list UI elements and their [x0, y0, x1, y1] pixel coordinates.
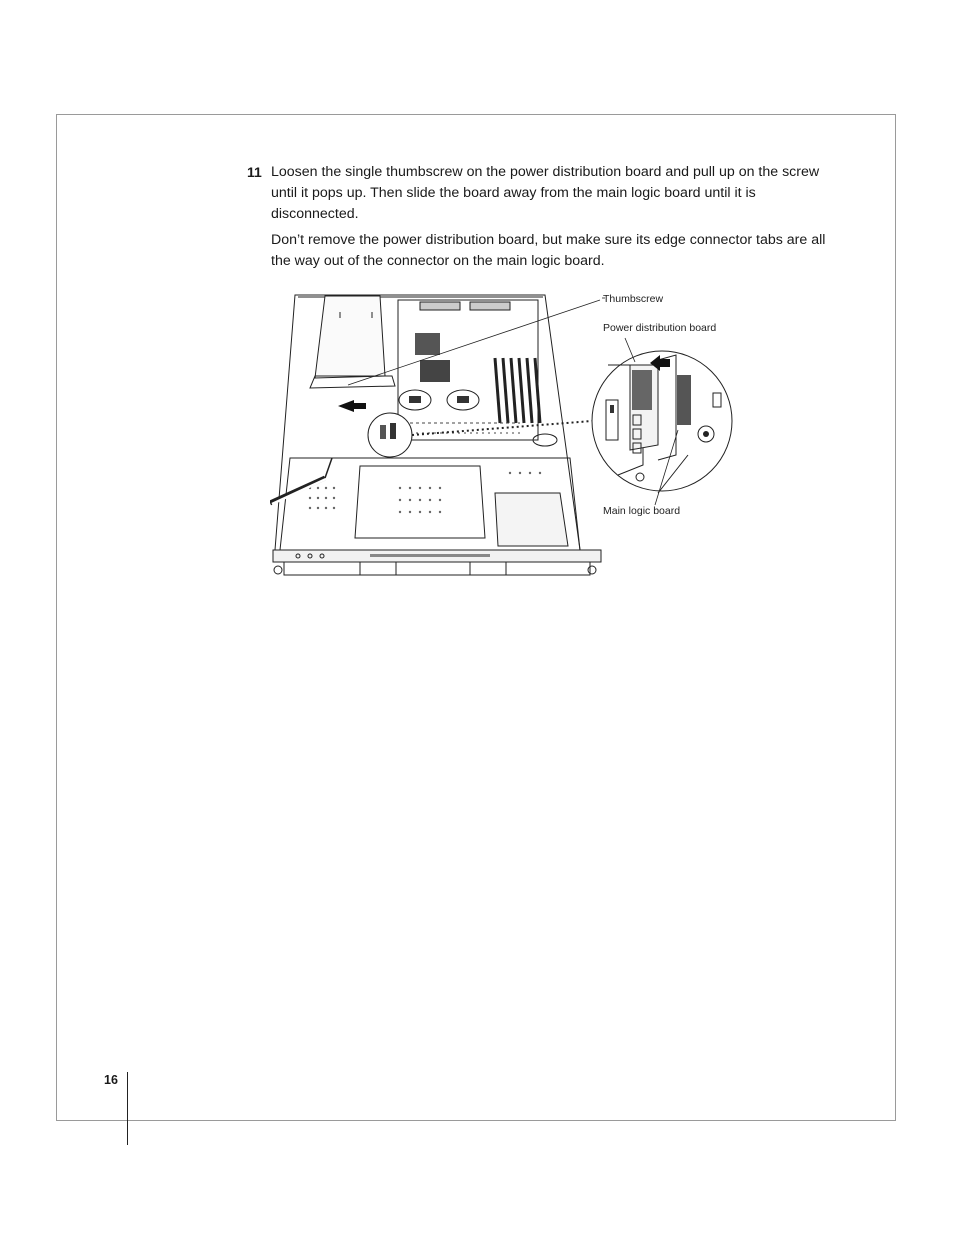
callout-leaders: [600, 330, 680, 510]
step-instruction: Loosen the single thumbscrew on the power distribution board and pull up on the screw until it pops up. Then slide the board away from the main logic board until it is disconnected.: [271, 164, 820, 222]
callout-power-distribution-board: Power distribution board: [603, 322, 717, 334]
power-supply: [310, 296, 395, 388]
step-note: Don’t remove the power distribution board, but make sure its edge connector tabs are all the way out of the connector on the main logic board.: [271, 232, 826, 269]
slide-arrow: [338, 400, 366, 412]
drive-cage: [280, 458, 580, 550]
callout-thumbscrew: Thumbscrew: [603, 293, 664, 305]
step-number: 11: [247, 164, 262, 180]
callout-main-logic-board: Main logic board: [603, 505, 681, 517]
screwdriver: [270, 458, 332, 504]
logic-board: [398, 300, 557, 446]
page-number-rule: [127, 1072, 128, 1145]
page-number: 16: [104, 1073, 118, 1087]
